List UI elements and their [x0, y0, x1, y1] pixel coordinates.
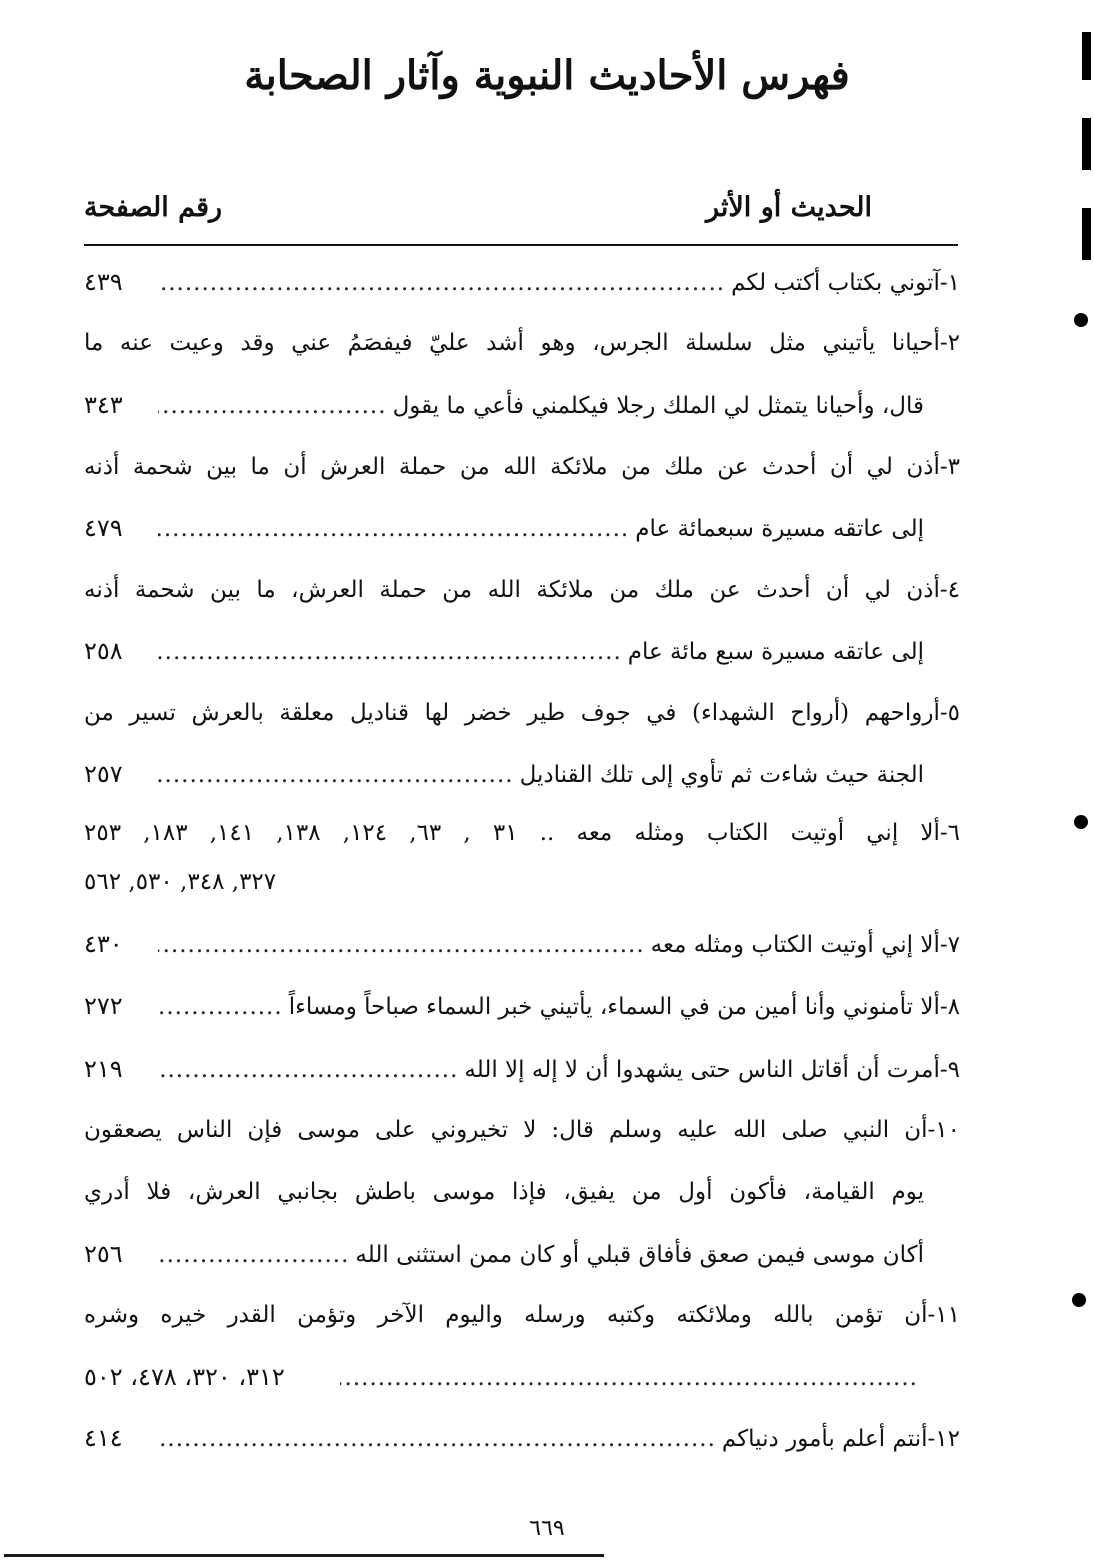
list-item: ١٠-أن النبي صلى الله عليه وسلم قال: لا تخيروني على موسى فإن الناس يصعقون	[84, 1117, 960, 1143]
list-item: ٤-أذن لي أن أحدث عن ملك من ملائكة الله من حملة العرش، ما بين شحمة أذنه	[84, 577, 960, 603]
column-header-hadith: الحديث أو الأثر	[705, 192, 872, 223]
dot-leader	[158, 509, 629, 548]
dot-leader	[158, 755, 514, 794]
list-item	[84, 385, 924, 425]
entry-text: ١٢-أنتم أعلم بأمور دنياكم	[721, 1426, 960, 1452]
punch-hole-dot	[1074, 313, 1088, 327]
dot-leader	[158, 386, 387, 425]
list-item: ١١-أن تؤمن بالله وملائكته وكتبه ورسله واليوم الآخر وتؤمن القدر خيره وشره	[84, 1302, 960, 1328]
binding-mark	[1082, 32, 1091, 80]
entry-text: إلى عاتقه مسيرة سبع مائة عام	[627, 639, 924, 665]
column-header-page-number: رقم الصفحة	[84, 192, 223, 223]
page-ref: ٢١٩	[84, 1055, 123, 1083]
page-ref: ٢٧٢	[84, 992, 123, 1020]
page-number: ٦٦٩	[529, 1516, 565, 1541]
list-item	[84, 631, 924, 671]
list-item: ٢-أحيانا يأتيني مثل سلسلة الجرس، وهو أشد عليّ فيفصَمُ عني وقد وعيت عنه ما	[84, 330, 960, 356]
list-item: ٦-ألا إني أوتيت الكتاب ومثله معه .. ٣١ , ٦٣, ١٢٤, ١٣٨, ١٤١, ١٨٣, ٢٥٣	[84, 820, 960, 846]
list-item	[84, 508, 924, 548]
list-item	[84, 924, 960, 964]
dot-leader	[158, 263, 725, 302]
entry-text: أكان موسى فيمن صعق فأفاق قبلي أو كان ممن استثنى الله	[355, 1242, 924, 1268]
entry-text: ٧-ألا إني أوتيت الكتاب ومثله معه	[650, 932, 960, 958]
list-item	[84, 1234, 924, 1274]
dot-leader	[158, 1419, 716, 1458]
page-ref: ٤٣٠	[84, 930, 123, 958]
page-ref: ٣٤٣	[84, 391, 123, 419]
dot-leader	[158, 925, 645, 964]
list-item	[84, 754, 924, 794]
entry-text: ٨-ألا تأمنوني وأنا أمين من في السماء، يأتيني خبر السماء صباحاً ومساءاً	[288, 994, 960, 1020]
page-ref: ٢٥٧	[84, 760, 123, 788]
list-item: ٥-أرواحهم (أرواح الشهداء) في جوف طير خضر لها قناديل معلقة بالعرش تسير من	[84, 700, 960, 726]
dot-leader	[158, 1050, 458, 1089]
footer-rule	[4, 1554, 604, 1557]
list-item	[84, 986, 960, 1026]
entry-text: ١-آتوني بكتاب أكتب لكم	[731, 270, 960, 296]
page-title: فهرس الأحاديث النبوية وآثار الصحابة	[244, 52, 850, 99]
page-ref: ٢٥٦	[84, 1240, 123, 1268]
list-item	[84, 1418, 960, 1458]
punch-hole-dot	[1074, 815, 1088, 829]
entry-text: إلى عاتقه مسيرة سبعمائة عام	[635, 516, 924, 542]
list-item: يوم القيامة، فأكون أول من يفيق، فإذا موسى باطش بجانبي العرش، فلا أدري	[84, 1179, 924, 1205]
list-item	[84, 262, 960, 302]
list-item	[84, 1357, 924, 1397]
list-item: ٣٢٧, ٣٤٨, ٥٣٠, ٥٦٢	[84, 869, 277, 895]
binding-mark	[1082, 118, 1091, 170]
punch-hole-dot	[1072, 1293, 1086, 1307]
entry-text: الجنة حيث شاءت ثم تأوي إلى تلك القناديل	[519, 762, 924, 788]
dot-leader	[158, 987, 283, 1026]
page-ref: ٣١٢، ٣٢٠، ٤٧٨، ٥٠٢	[84, 1363, 285, 1391]
page-ref: ٤٧٩	[84, 514, 123, 542]
entry-text: قال، وأحيانا يتمثل لي الملك رجلا فيكلمني فأعي ما يقول	[392, 393, 924, 419]
binding-mark	[1082, 208, 1091, 260]
list-item: ٣-أذن لي أن أحدث عن ملك من ملائكة الله من حملة العرش أن ما بين شحمة أذنه	[84, 454, 960, 480]
page-ref: ٢٥٨	[84, 637, 123, 665]
dot-leader	[158, 1235, 349, 1274]
page-ref: ٤٣٩	[84, 268, 123, 296]
list-item	[84, 1049, 960, 1089]
header-rule	[84, 244, 958, 246]
dot-leader	[340, 1358, 918, 1397]
dot-leader	[158, 632, 622, 671]
entry-text: ٩-أمرت أن أقاتل الناس حتى يشهدوا أن لا إله إلا الله	[464, 1057, 960, 1083]
page-ref: ٤١٤	[84, 1424, 123, 1452]
